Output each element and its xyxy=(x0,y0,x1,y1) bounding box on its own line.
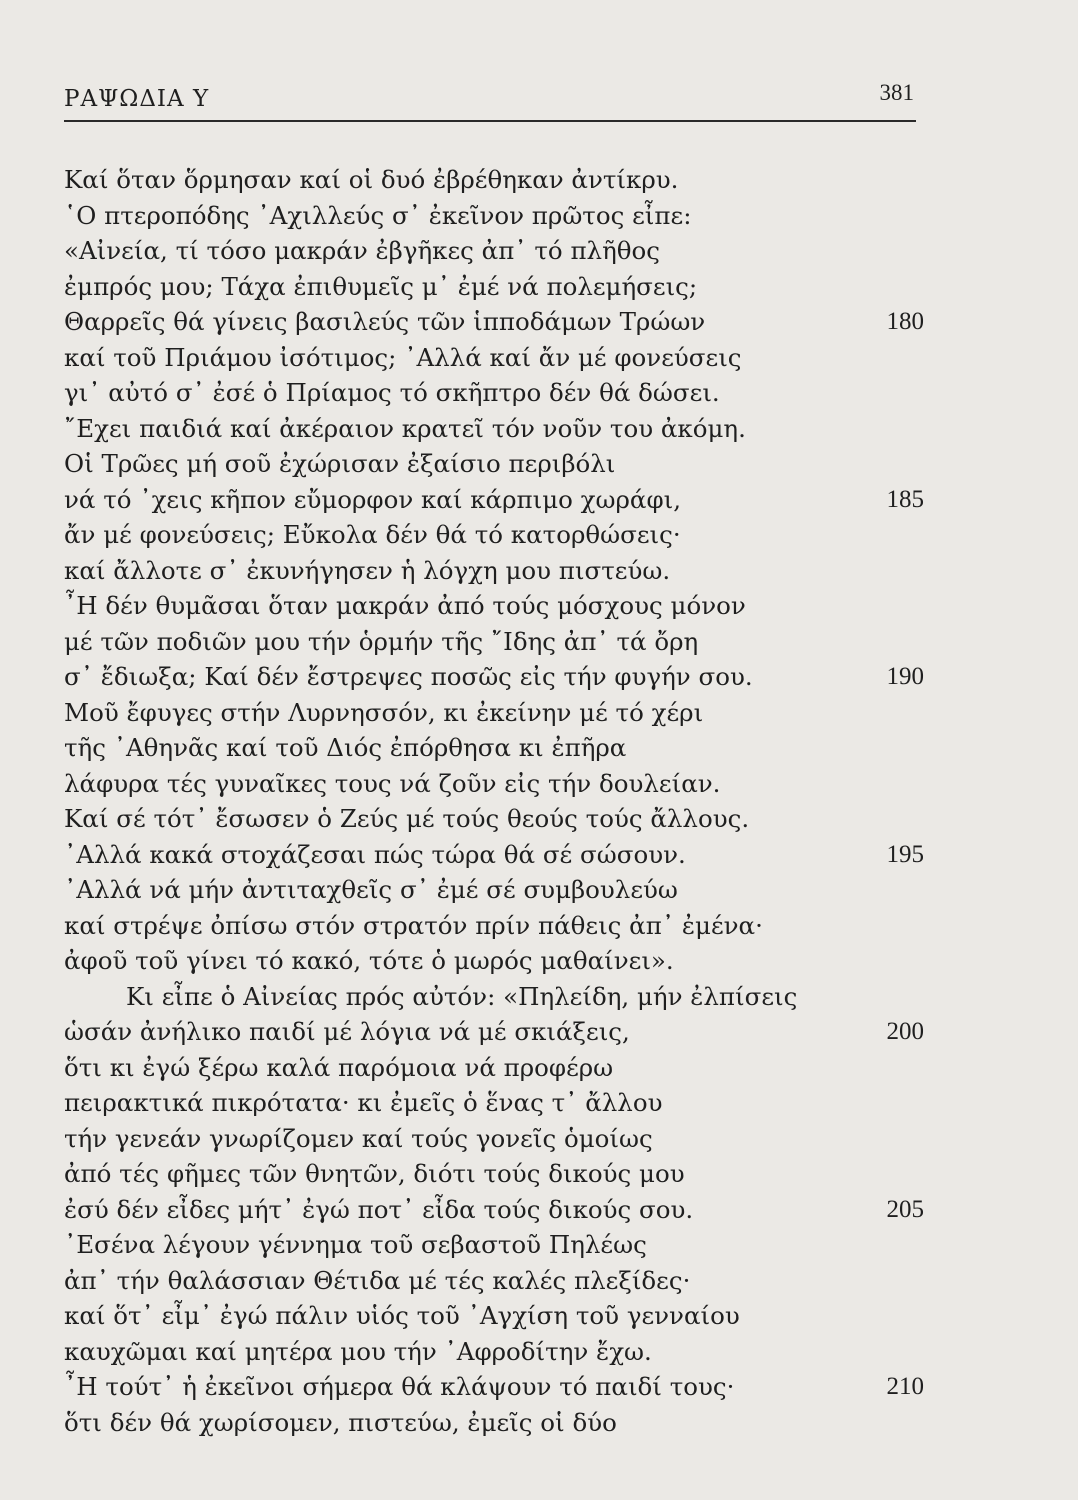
verse-line xyxy=(64,1085,924,1121)
page-number: 381 xyxy=(879,80,914,105)
verse-line xyxy=(64,801,924,837)
verse-line-text: ἐσύ δέν εἶδες μήτ᾿ ἐγώ ποτ᾿ εἶδα τούς δικούς σου. xyxy=(64,1194,694,1224)
page-header xyxy=(64,74,916,122)
verse-line xyxy=(64,517,924,553)
verse-line-text: ἀφοῦ τοῦ γίνει τό κακό, τότε ὁ μωρός μαθαίνει». xyxy=(64,946,674,975)
verse-line xyxy=(64,979,924,1015)
line-number: 180 xyxy=(886,308,924,335)
verse-line xyxy=(64,1050,924,1086)
verse-line-text: ἀπό τές φῆμες τῶν θνητῶν, διότι τούς δικούς μου xyxy=(64,1159,685,1188)
verse-line xyxy=(64,269,924,305)
verse-line xyxy=(64,198,924,234)
verse-line-text: καί τοῦ Πριάμου ἰσότιμος; ᾿Αλλά καί ἄν μέ φονεύσεις xyxy=(64,342,742,372)
line-number: 200 xyxy=(886,1018,924,1045)
verse-line xyxy=(64,943,924,979)
verse-line-text: πειρακτικά πικρότατα· κι ἐμεῖς ὁ ἕνας τ᾿ ἄλλου xyxy=(64,1088,663,1117)
verse-line xyxy=(64,1121,924,1157)
verse-line-text: ἐμπρός μου; Τάχα ἐπιθυμεῖς μ᾿ ἐμέ νά πολεμήσεις; xyxy=(64,271,698,301)
verse-line-text: ἄν μέ φονεύσεις; Εὔκολα δέν θά τό κατορθώσεις· xyxy=(64,520,681,549)
verse-line-text: μέ τῶν ποδιῶν μου τήν ὁρμήν τῆς ῎Ιδης ἀπ᾿ τά ὄρη xyxy=(64,626,699,656)
verse-line xyxy=(64,482,924,518)
verse-line xyxy=(64,1405,924,1441)
verse-line xyxy=(64,1334,924,1370)
running-title: ΡΑΨΩΔΙΑ Υ xyxy=(64,86,210,112)
verse-line xyxy=(64,1014,924,1050)
verse-line xyxy=(64,411,924,447)
verse-line xyxy=(64,1369,924,1405)
verse-line xyxy=(64,624,924,660)
verse-line xyxy=(64,695,924,731)
verse-line xyxy=(64,872,924,908)
verse-line xyxy=(64,375,924,411)
verse-line-text: καυχῶμαι καί μητέρα μου τήν ᾿Αφροδίτην ἔχω. xyxy=(64,1336,652,1366)
verse-line-text: ᾿Εσένα λέγουν γέννημα τοῦ σεβαστοῦ Πηλέως xyxy=(64,1230,647,1259)
line-number: 205 xyxy=(886,1195,924,1223)
verse-line-text: καί στρέψε ὀπίσω στόν στρατόν πρίν πάθεις ἀπ᾿ ἐμένα· xyxy=(64,910,763,940)
verse-line-text: ὡσάν ἀνήλικο παιδί μέ λόγια νά μέ σκιάξεις, xyxy=(64,1017,630,1046)
verse-line-text: Καί σέ τότ᾿ ἔσωσεν ὁ Ζεύς μέ τούς θεούς τούς ἄλλους. xyxy=(64,804,750,833)
verse-line xyxy=(64,1263,924,1299)
verse-text-block xyxy=(64,162,924,1440)
verse-line-text: νά τό ᾿χεις κῆπον εὔμορφον καί κάρπιμο χωράφι, xyxy=(64,484,681,514)
verse-line xyxy=(64,446,924,482)
verse-line xyxy=(64,1192,924,1228)
verse-line xyxy=(64,553,924,589)
verse-line xyxy=(64,908,924,944)
verse-line xyxy=(64,766,924,802)
verse-line xyxy=(64,659,924,695)
verse-line-text: «Αἰνεία, τί τόσο μακράν ἐβγῆκες ἀπ᾿ τό πλῆθος xyxy=(64,236,660,265)
verse-line xyxy=(64,233,924,269)
verse-line-text: καί ὅτ᾿ εἶμ᾿ ἐγώ πάλιν υἱός τοῦ ᾿Αγχίση τοῦ γενναίου xyxy=(64,1301,740,1330)
line-number: 195 xyxy=(886,840,924,868)
verse-line xyxy=(64,1227,924,1263)
line-number: 190 xyxy=(886,663,924,690)
line-number: 185 xyxy=(886,485,924,513)
verse-line-text: Καί ὅταν ὅρμησαν καί οἱ δυό ἐβρέθηκαν ἀντίκρυ. xyxy=(64,165,679,194)
verse-line-text: καί ἄλλοτε σ᾿ ἐκυνήγησεν ἡ λόγχη μου πιστεύω. xyxy=(64,555,671,585)
verse-line-text: τήν γενεάν γνωρίζομεν καί τούς γονεῖς ὁμοίως xyxy=(64,1123,653,1153)
verse-line-text: τῆς ᾿Αθηνᾶς καί τοῦ Διός ἐπόρθησα κι ἐπῆρα xyxy=(64,733,627,762)
verse-line xyxy=(64,1156,924,1192)
verse-line-text: Κι εἶπε ὁ Αἰνείας πρός αὐτόν: «Πηλείδη, μήν ἐλπίσεις xyxy=(126,981,798,1011)
verse-line-text: λάφυρα τές γυναῖκες τους νά ζοῦν εἰς τήν δουλείαν. xyxy=(64,768,721,798)
verse-line-text: ῏Η δέν θυμᾶσαι ὅταν μακράν ἀπό τούς μόσχους μόνον xyxy=(64,591,746,620)
line-number: 210 xyxy=(886,1373,924,1400)
verse-line-text: ῏Η τούτ᾿ ἡ ἐκεῖνοι σήμερα θά κλάψουν τό παιδί τους· xyxy=(64,1372,735,1401)
verse-line-text: ἀπ᾿ τήν θαλάσσιαν Θέτιδα μέ τές καλές πλεξίδες· xyxy=(64,1265,691,1295)
verse-line-text: ῾Ο πτεροπόδης ᾿Αχιλλεύς σ᾿ ἐκεῖνον πρῶτος εἶπε: xyxy=(64,200,692,230)
verse-line-text: σ᾿ ἔδιωξα; Καί δέν ἔστρεψες ποσῶς εἰς τήν φυγήν σου. xyxy=(64,662,753,691)
verse-line xyxy=(64,837,924,873)
verse-line xyxy=(64,1298,924,1334)
verse-line-text: Θαρρεῖς θά γίνεις βασιλεύς τῶν ἱπποδάμων Τρώων xyxy=(64,307,706,336)
verse-line-text: ᾿Αλλά νά μήν ἀντιταχθεῖς σ᾿ ἐμέ σέ συμβουλεύω xyxy=(64,875,678,904)
verse-line-text: ᾿Αλλά κακά στοχάζεσαι πώς τώρα θά σέ σώσουν. xyxy=(64,839,686,869)
verse-line xyxy=(64,162,924,198)
verse-line-text: Οἱ Τρῶες μή σοῦ ἐχώρισαν ἐξαίσιο περιβόλι xyxy=(64,449,616,478)
verse-line-text: ῎Εχει παιδιά καί ἀκέραιον κρατεῖ τόν νοῦν του ἀκόμη. xyxy=(64,413,746,443)
verse-line-text: ὅτι κι ἐγώ ξέρω καλά παρόμοια νά προφέρω xyxy=(64,1052,614,1082)
verse-line xyxy=(64,304,924,340)
verse-line-text: γι᾿ αὐτό σ᾿ ἐσέ ὁ Πρίαμος τό σκῆπτρο δέν θά δώσει. xyxy=(64,378,720,407)
verse-line xyxy=(64,730,924,766)
verse-line xyxy=(64,340,924,376)
verse-line-text: ὅτι δέν θά χωρίσομεν, πιστεύω, ἐμεῖς οἱ δύο xyxy=(64,1407,617,1437)
verse-line-text: Μοῦ ἔφυγες στήν Λυρνησσόν, κι ἐκείνην μέ τό χέρι xyxy=(64,697,704,727)
verse-line xyxy=(64,588,924,624)
